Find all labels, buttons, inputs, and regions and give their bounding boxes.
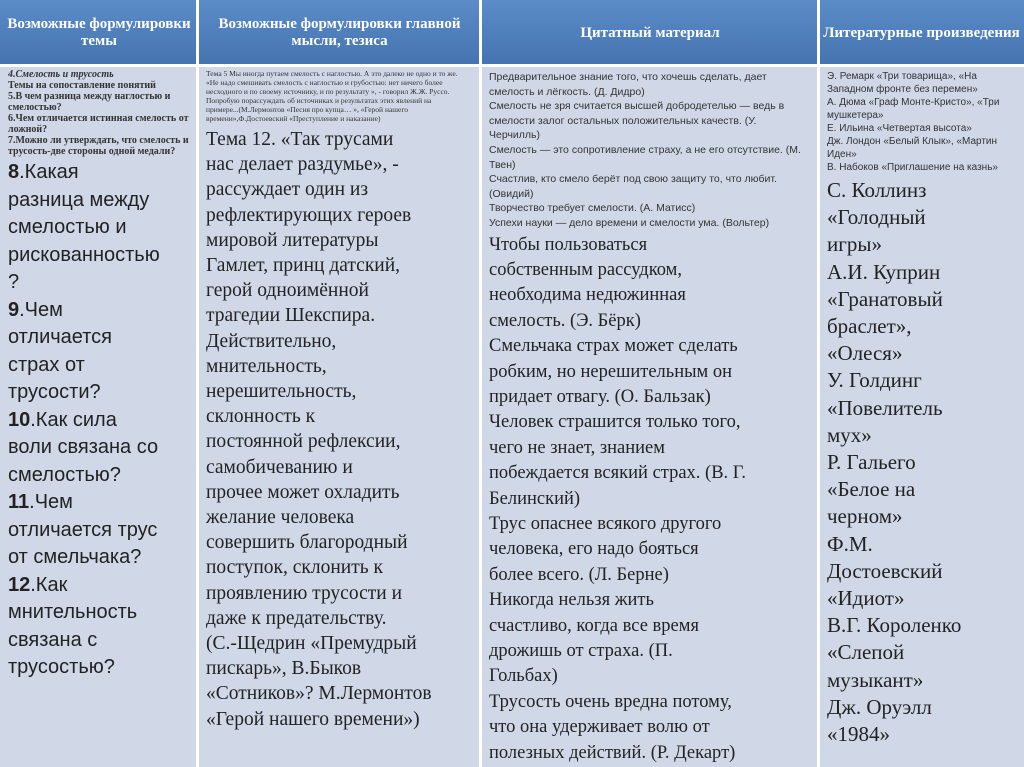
work-line: «1984» xyxy=(827,722,890,747)
thesis-line: прочее может охладить xyxy=(206,481,400,503)
thesis-line: Тема 12. «Так трусами xyxy=(206,129,394,150)
question-line xyxy=(8,517,192,545)
work-small-line: Иден» xyxy=(827,149,857,160)
quote-line: Никогда нельзя жить xyxy=(489,590,654,611)
question-line xyxy=(8,407,192,435)
question-text: отличается xyxy=(8,326,113,348)
work-line: «Повелитель xyxy=(827,395,943,420)
thesis-line: проявлению трусости и xyxy=(206,582,402,604)
question-text: ? xyxy=(8,271,20,293)
work-small-line: В. Набоков «Приглашение на казнь» xyxy=(827,162,998,173)
quote-line: более всего. (Л. Берне) xyxy=(489,564,669,585)
work-line: Р. Гальего xyxy=(827,450,916,475)
question-text: трусости? xyxy=(8,381,101,403)
header-topic-formulations xyxy=(0,0,198,66)
thesis-line: (С.-Щедрин «Премудрый xyxy=(206,633,417,655)
topics-large-block xyxy=(8,159,192,682)
quote-line: Чтобы пользоваться xyxy=(489,234,648,255)
quote-line: что она удерживает волю от xyxy=(489,717,710,738)
thesis-small-block xyxy=(206,69,476,123)
thesis-line: мировой литературы xyxy=(206,229,379,251)
quote-line: необходима недюжинная xyxy=(489,285,686,306)
work-line: Достоевский xyxy=(827,558,943,583)
thesis-small-line: «Не надо смешивать смелость с наглостью и грубостью: нет ничего более xyxy=(206,78,443,87)
question-line xyxy=(8,627,192,655)
thesis-large-block xyxy=(206,127,476,732)
work-line: С. Коллинз xyxy=(827,178,927,202)
quotes-large-block xyxy=(489,233,813,767)
question-text: мнительность xyxy=(8,601,138,623)
work-line: «Гранатовый xyxy=(827,286,943,311)
thesis-line: постоянной рефлексии, xyxy=(206,431,401,453)
thesis-small-line: времени»,Ф.Достоевский «Преступление и наказание) xyxy=(206,114,381,123)
quote-line: дрожишь от страха. (П. xyxy=(489,641,673,662)
cell-literary-works xyxy=(819,66,1024,767)
work-small-line: Е. Ильина «Четвертая высота» xyxy=(827,123,972,134)
question-line xyxy=(8,297,192,325)
thesis-small-line: Попробую порассуждать об источниках и результатах этих явлений на xyxy=(206,96,432,105)
quote-small-line: Счастлив, кто смело берёт под свою защиту то, что любит. xyxy=(489,173,777,186)
work-line: «Олеся» xyxy=(827,341,903,366)
topics-subtitle: Темы на сопоставление понятий xyxy=(8,80,156,91)
thesis-line: рассуждает один из xyxy=(206,179,369,201)
quote-line: Белинский) xyxy=(489,488,581,509)
thesis-line: склонность к xyxy=(206,406,316,428)
question-line xyxy=(8,187,192,215)
thesis-small-line: Тема 5 Мы иногда путаем смелость с наглостью. А это далеко не одно и то же. xyxy=(206,69,458,78)
work-line: Ф.М. xyxy=(827,531,873,556)
thesis-line: пискарь», В.Быков xyxy=(206,658,362,680)
column-divider xyxy=(196,0,199,767)
question-text: .Как xyxy=(30,573,68,596)
question-number: 12 xyxy=(8,573,31,596)
quote-line: робким, но нерешительным он xyxy=(489,361,733,382)
quote-line: Гольбах) xyxy=(489,666,558,687)
question-line xyxy=(8,379,192,407)
quote-line: придает отвагу. (О. Бальзак) xyxy=(489,386,711,407)
quote-line: Смельчака страх может сделать xyxy=(489,336,738,357)
quote-line: счастливо, когда все время xyxy=(489,615,699,636)
header-label: Цитатный материал xyxy=(580,24,720,41)
thesis-line: нерешительность, xyxy=(206,381,357,403)
column-divider xyxy=(479,0,482,767)
work-small-line: Дж. Лондон «Белый Клык», «Мартин xyxy=(827,136,998,147)
thesis-line: Действительно, xyxy=(206,330,337,352)
quote-small-line: Успехи науки — дело времени и смелости ума. (Вольтер) xyxy=(489,216,770,229)
header-divider xyxy=(0,64,1024,67)
question-number: 8 xyxy=(8,161,20,183)
quote-line: собственным рассудком, xyxy=(489,259,682,280)
work-line: игры» xyxy=(827,232,882,257)
work-line: «Идиот» xyxy=(827,586,905,611)
column-divider xyxy=(817,0,820,767)
work-line: мух» xyxy=(827,422,872,447)
thesis-line: желание человека xyxy=(206,507,355,529)
question-text: смелостью? xyxy=(8,463,121,486)
header-thesis-formulations xyxy=(198,0,481,66)
question-text: трусостью? xyxy=(8,656,115,678)
cell-topics xyxy=(0,66,198,767)
question-line xyxy=(8,159,192,187)
cell-quotations xyxy=(481,66,819,767)
question-text: отличается трус xyxy=(8,518,158,541)
question-text: .Какая xyxy=(19,161,79,183)
quote-small-line: (Овидий) xyxy=(489,187,534,200)
thesis-line: рефлектирующих героев xyxy=(206,204,412,226)
question-line xyxy=(8,324,192,352)
question-line xyxy=(8,352,192,380)
quote-small-line: Черчилль) xyxy=(489,129,541,142)
question-text: разница между xyxy=(8,188,150,211)
question-line xyxy=(8,462,192,490)
question-line xyxy=(8,489,192,517)
quote-line: Трус опаснее всякого другого xyxy=(489,514,722,534)
header-label: Возможные формулировки темы xyxy=(7,16,191,49)
cell-thesis xyxy=(198,66,481,767)
question-line xyxy=(8,654,192,682)
work-line: В.Г. Короленко xyxy=(827,613,962,638)
question-text: .Как сила xyxy=(30,408,117,431)
question-text: связана с xyxy=(8,628,98,651)
question-line xyxy=(8,434,192,462)
thesis-line: «Герой нашего времени») xyxy=(206,708,420,730)
question-line xyxy=(8,269,192,297)
question-number: 10 xyxy=(8,408,31,431)
question-text: страх от xyxy=(8,353,85,376)
quote-line: полезных действий. (Р. Декарт) xyxy=(489,742,736,763)
thesis-small-line: примере...(М.Лермонтов «Песня про купца… », «Герой нашего xyxy=(206,105,409,114)
work-small-line: Э. Ремарк «Три товарища», «На xyxy=(827,71,977,82)
thesis-line: поступок, склонить к xyxy=(206,557,383,579)
quote-small-line: смелость и лёгкость. (Д. Дидро) xyxy=(489,85,645,98)
works-large-block xyxy=(827,177,1018,748)
topic-item: 5.В чем разница между наглостью и смелостью? xyxy=(8,91,171,113)
quote-small-line: Творчество требует смелости. (А. Матисс) xyxy=(489,202,696,215)
work-line: «Голодный xyxy=(827,205,926,230)
question-text: смелостью и xyxy=(8,216,127,238)
question-text: воли связана со xyxy=(8,436,159,458)
question-text: рискованностью xyxy=(8,243,160,266)
work-line: музыкант» xyxy=(827,667,924,692)
quote-line: человека, его надо бояться xyxy=(489,539,699,560)
work-line: Дж. Оруэлл xyxy=(827,694,932,719)
thesis-line: мнительность, xyxy=(206,355,327,377)
question-line xyxy=(8,242,192,270)
header-label: Возможные формулировки главной мысли, тезиса xyxy=(218,16,461,49)
thesis-line: Гамлет, принц датский, xyxy=(206,255,401,277)
header-literary-works xyxy=(819,0,1024,66)
thesis-line: герой одноимённой xyxy=(206,280,369,302)
work-line: «Белое на xyxy=(827,477,916,502)
quotes-small-block xyxy=(489,70,813,231)
thesis-line: самобичеванию и xyxy=(206,456,353,478)
quote-line: смелость. (Э. Бёрк) xyxy=(489,310,641,331)
thesis-line: трагедии Шекспира. xyxy=(206,305,376,327)
quote-line: Человек страшится только того, xyxy=(489,412,741,433)
header-quotations xyxy=(481,0,819,66)
thesis-line: совершить благородный xyxy=(206,532,408,554)
quote-line: чего не знает, знанием xyxy=(489,437,665,458)
header-label: Литературные произведения xyxy=(823,24,1020,41)
thesis-line: «Сотников»? М.Лермонтов xyxy=(206,683,432,705)
work-small-line: Западном фронте без перемен» xyxy=(827,84,978,95)
question-number: 11 xyxy=(8,491,30,513)
quote-line: Трусость очень вредна потому, xyxy=(489,691,732,712)
topic-item: 6.Чем отличается истинная смелость от ложной? xyxy=(8,113,189,135)
work-line: браслет», xyxy=(827,314,912,339)
work-line: «Слепой xyxy=(827,640,905,665)
quote-small-line: Смелость — это сопротивление страху, а не его отсутствие. (М. xyxy=(489,143,801,156)
quote-small-line: Твен) xyxy=(489,158,516,171)
quote-small-line: Предварительное знание того, что хочешь сделать, дает xyxy=(489,71,767,83)
question-number: 9 xyxy=(8,298,20,321)
works-small-block xyxy=(827,70,1018,174)
question-line xyxy=(8,572,192,600)
work-line: А.И. Куприн xyxy=(827,259,941,284)
thesis-line: нас делает раздумье», - xyxy=(206,154,399,176)
work-line: У. Голдинг xyxy=(827,368,922,393)
topics-small-block xyxy=(8,69,192,157)
question-line xyxy=(8,599,192,627)
question-text: .Чем xyxy=(19,298,63,321)
quote-small-line: Смелость не зря считается высшей добродетелью — ведь в xyxy=(489,100,785,113)
work-small-line: А. Дюма «Граф Монте-Кристо», «Три xyxy=(827,97,1000,108)
question-line xyxy=(8,214,192,242)
work-line: черном» xyxy=(827,504,903,529)
quote-small-line: смелости залог остальных положительных качеств. (У. xyxy=(489,114,757,127)
question-text: .Чем xyxy=(29,491,73,513)
thesis-line: даже к предательству. xyxy=(206,607,387,629)
topic-item: 7.Можно ли утверждать, что смелость и трусость-две стороны одной медали? xyxy=(8,135,189,157)
quote-line: побеждается всякий страх. (В. Г. xyxy=(489,463,747,484)
question-line xyxy=(8,544,192,572)
question-text: от смельчака? xyxy=(8,546,142,568)
topics-title: 4.Смелость и трусость xyxy=(8,69,114,80)
work-small-line: мушкетера» xyxy=(827,110,884,121)
thesis-small-line: несходного и по своему источнику, и по результату », - говорил Ж.Ж. Руссо. xyxy=(206,87,450,96)
